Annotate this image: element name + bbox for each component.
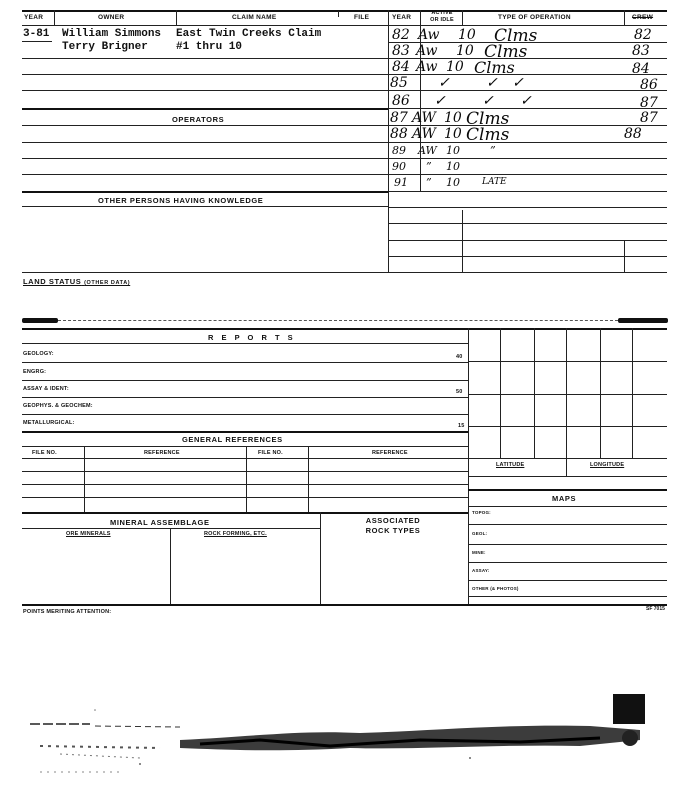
scan-noise-band (0, 700, 678, 790)
op-year: 84 (392, 59, 410, 75)
op-status: AW (418, 144, 437, 157)
rock-forming-header: ROCK FORMING, ETC. (204, 531, 267, 537)
report-metallurgical-label: METALLURGICAL: (23, 420, 75, 426)
header-year-operations: YEAR (392, 14, 412, 21)
op-status: ✓ (434, 93, 446, 109)
header-file: FILE (354, 14, 370, 21)
op-year: 91 (394, 176, 408, 189)
op-claims: 10 (446, 59, 464, 75)
header-type-of-operation: TYPE OF OPERATION (498, 14, 571, 21)
claim-year: 3-81 (23, 28, 50, 40)
op-status: Aw (418, 27, 440, 43)
ore-minerals-header: ORE MINERALS (66, 531, 111, 537)
ref-file-no-header: FILE NO. (32, 450, 57, 456)
op-year: 89 (392, 144, 406, 157)
operators-heading: OPERATORS (172, 115, 225, 124)
op-claims: 10 (444, 110, 462, 126)
op-type: Clms (466, 125, 510, 145)
other-persons-heading: OTHER PERSONS HAVING KNOWLEDGE (98, 196, 264, 205)
report-geophys-label: GEOPHYS. & GEOCHEM: (23, 403, 93, 409)
map-topog: TOPOG: (472, 510, 491, 515)
op-claims: 10 (446, 144, 460, 157)
op-year: 83 (392, 43, 410, 59)
report-engrg-label: ENGRG: (23, 369, 47, 375)
op-type: Clms (484, 42, 528, 62)
op-claims: 10 (456, 43, 474, 59)
latitude-label: LATITUDE (496, 462, 525, 468)
header-year: YEAR (24, 14, 44, 21)
report-geology-code: 40 (456, 354, 463, 360)
op-year: 87 (390, 110, 408, 126)
map-other-photos: OTHER (& PHOTOS) (472, 586, 519, 591)
op-type: Clms (494, 26, 538, 46)
op-year: 86 (392, 93, 410, 109)
op-crew: 86 (640, 77, 658, 93)
op-type: LATE (482, 177, 507, 187)
op-status: ” (426, 176, 432, 189)
op-crew: 88 (624, 126, 642, 142)
op-year: 88 (390, 126, 408, 142)
form-number: SF 7015 (646, 606, 665, 612)
op-year: 82 (392, 27, 410, 43)
header-active-or-idle: ACTIVE OR IDLE (430, 10, 454, 23)
op-claims: ✓ (482, 93, 494, 109)
ref-file-no-header-2: FILE NO. (258, 450, 283, 456)
header-crew: CREW (632, 14, 654, 21)
header-claim-name: CLAIM NAME (232, 14, 277, 21)
points-meriting-attention: POINTS MERITING ATTENTION: (23, 609, 112, 615)
op-status: ✓ (438, 75, 450, 91)
claim-name-1: East Twin Creeks Claim (176, 28, 322, 40)
report-assay-code: 50 (456, 389, 463, 395)
header-underline (22, 25, 667, 26)
op-status: Aw (416, 43, 438, 59)
op-status: AW (412, 126, 436, 142)
op-claims: ✓ (486, 75, 498, 91)
claim-name-2: #1 thru 10 (176, 41, 243, 53)
mineral-assemblage-heading: MINERAL ASSEMBLAGE (110, 518, 210, 527)
report-assay-label: ASSAY & IDENT: (23, 386, 69, 392)
header-owner: OWNER (98, 14, 125, 21)
op-claims: 10 (446, 160, 460, 173)
op-claims: 10 (458, 27, 476, 43)
reports-heading: R E P O R T S (208, 333, 296, 342)
map-mine: MINE: (472, 550, 486, 555)
owner-name-1: William Simmons (62, 28, 162, 40)
top-border (22, 10, 667, 12)
op-crew: 87 (640, 110, 658, 126)
op-crew: 87 (640, 95, 658, 111)
report-geology-label: GEOLOGY: (23, 351, 54, 357)
op-status: AW (412, 110, 436, 126)
op-type: ✓ (520, 93, 532, 109)
op-type: ✓ (512, 75, 524, 91)
op-type: Clms (474, 58, 515, 77)
op-crew: 83 (632, 43, 650, 59)
op-status: Aw (416, 59, 438, 75)
map-geol: GEOL: (472, 531, 488, 536)
maps-heading: MAPS (552, 494, 577, 503)
registration-mark-left (22, 318, 58, 323)
ref-reference-header-2: REFERENCE (372, 450, 408, 456)
associated-rock-types-heading: ASSOCIATED ROCK TYPES (365, 516, 421, 535)
ref-reference-header: REFERENCE (144, 450, 180, 456)
op-crew: 82 (634, 27, 652, 43)
op-claims: 10 (444, 126, 462, 142)
op-type: ” (490, 144, 496, 157)
land-status-heading: LAND STATUS (OTHER DATA) (23, 277, 131, 286)
op-crew: 84 (632, 61, 650, 77)
op-year: 90 (392, 160, 406, 173)
longitude-label: LONGITUDE (590, 462, 625, 468)
op-claims: 10 (446, 176, 460, 189)
op-type: Clms (466, 109, 510, 129)
report-metallurgical-code: 15 (458, 423, 465, 429)
map-assay: ASSAY: (472, 568, 490, 573)
op-status: ” (426, 160, 432, 173)
general-references-heading: GENERAL REFERENCES (182, 435, 283, 444)
owner-name-2: Terry Brigner (62, 41, 148, 53)
registration-mark-right (618, 318, 668, 323)
op-year: 85 (390, 75, 408, 91)
